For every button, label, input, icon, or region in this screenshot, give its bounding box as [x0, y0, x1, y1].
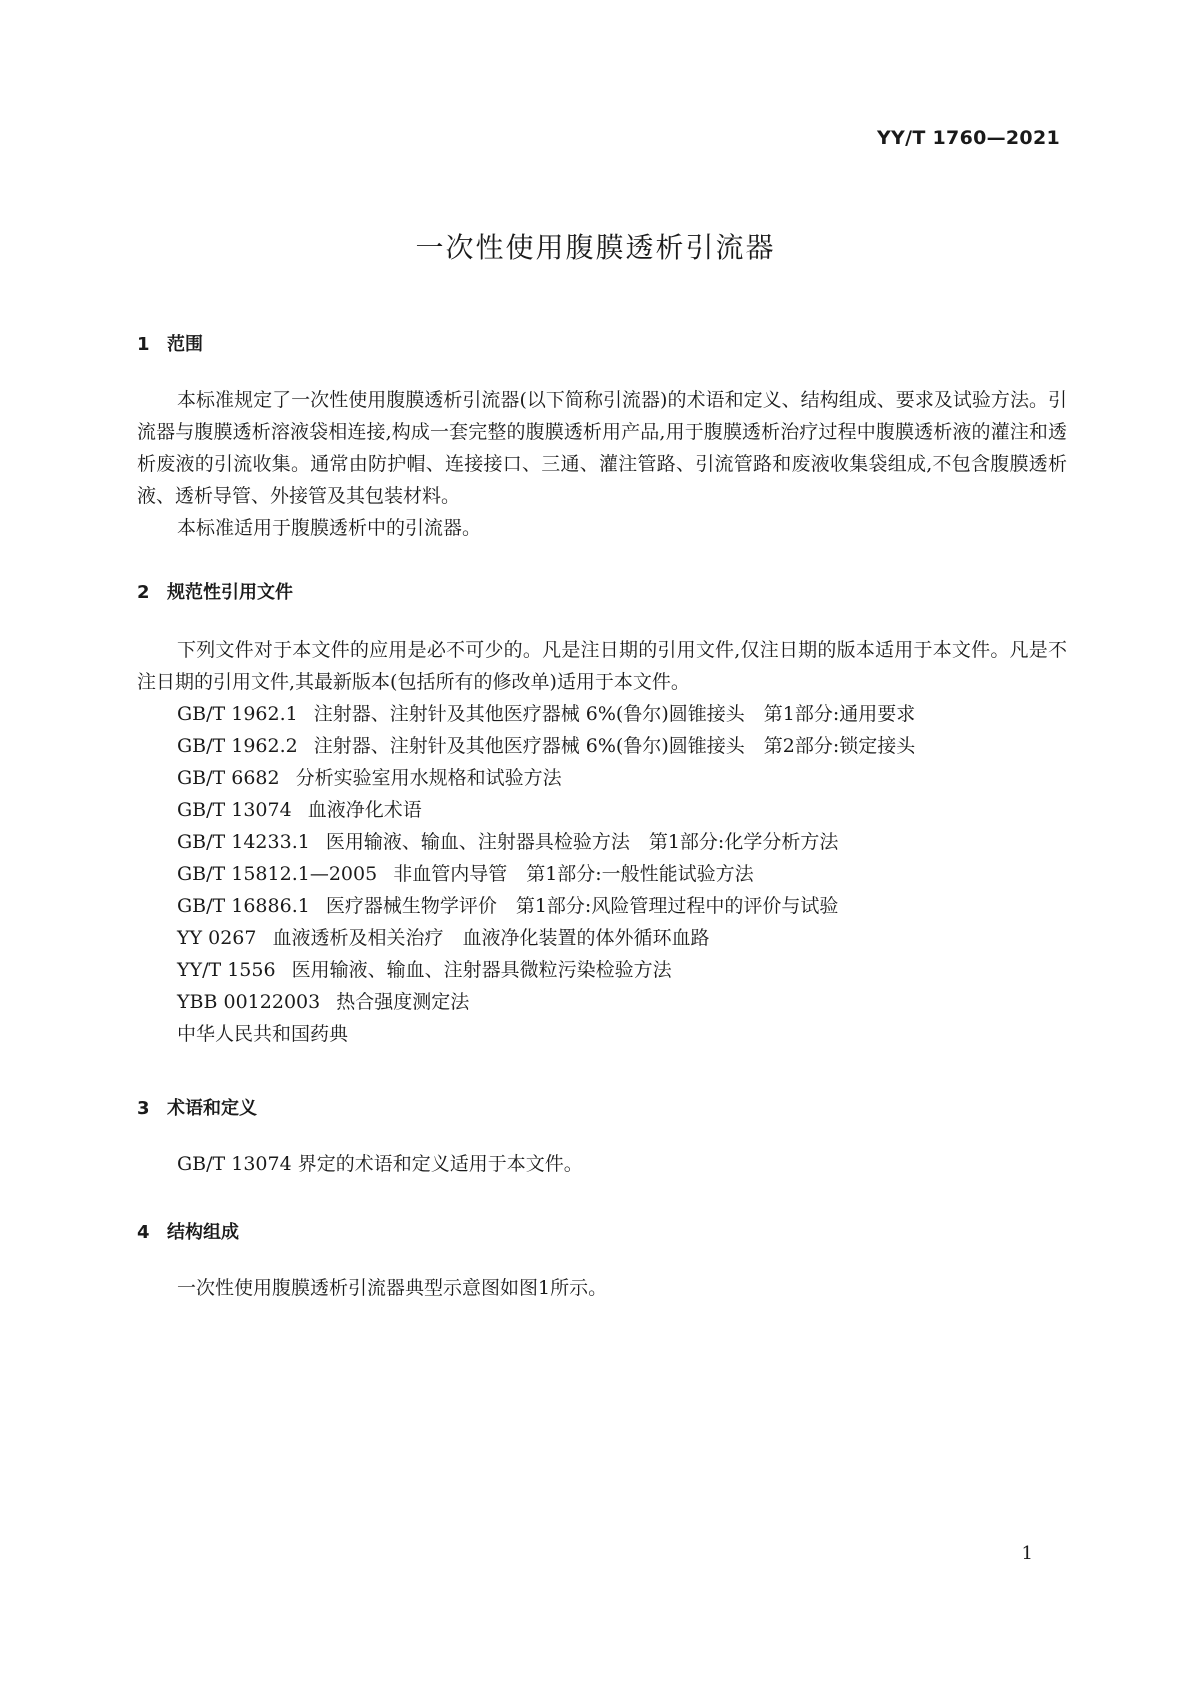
normative-references-list: [177, 698, 915, 1050]
section-heading-4: [137, 1218, 239, 1244]
reference-code: GB/T 16886.1: [177, 895, 310, 917]
reference-code: 中华人民共和国药典: [177, 1023, 349, 1045]
section-number: 4: [137, 1222, 150, 1243]
reference-item: [177, 794, 915, 826]
reference-code: YY/T 1556: [177, 959, 276, 981]
reference-item: [177, 922, 915, 954]
reference-code: GB/T 15812.1—2005: [177, 863, 378, 885]
section-1-paragraph-1: 本标准规定了一次性使用腹膜透析引流器(以下简称引流器)的术语和定义、结构组成、要求及试验方法。引流器与腹膜透析溶液袋相连接,构成一套完整的腹膜透析用产品,用于腹膜透析治疗过程中腹膜透析液的灌注和透析废液的引流收集。通常由防护帽、连接接口、三通、灌注管路、引流管路和废液收集袋组成,不包含腹膜透析液、透析导管、外接管及其包装材料。: [137, 389, 1067, 507]
reference-title: 医用输液、输血、注射器具检验方法 第1部分:化学分析方法: [325, 831, 839, 853]
reference-code: GB/T 1962.1: [177, 703, 298, 725]
reference-code: GB/T 14233.1: [177, 831, 310, 853]
reference-item: [177, 986, 915, 1018]
reference-item: [177, 1018, 915, 1050]
reference-code: YY 0267: [177, 927, 257, 949]
reference-item: [177, 698, 915, 730]
section-title: 术语和定义: [167, 1098, 257, 1119]
reference-code: GB/T 1962.2: [177, 735, 298, 757]
reference-item: [177, 826, 915, 858]
reference-code: GB/T 13074: [177, 799, 292, 821]
section-3-paragraph-1: GB/T 13074 界定的术语和定义适用于本文件。: [177, 1153, 583, 1175]
section-number: 2: [137, 582, 150, 603]
reference-title: 热合强度测定法: [336, 991, 470, 1013]
document-title: 一次性使用腹膜透析引流器: [415, 231, 776, 264]
section-title: 范围: [167, 334, 203, 355]
standard-number: YY/T 1760—2021: [877, 127, 1060, 149]
section-1-paragraph-2: 本标准适用于腹膜透析中的引流器。: [177, 517, 482, 539]
reference-item: [177, 858, 915, 890]
reference-title: 注射器、注射针及其他医疗器械 6%(鲁尔)圆锥接头 第1部分:通用要求: [313, 703, 916, 725]
reference-title: 血液透析及相关治疗 血液净化装置的体外循环血路: [272, 927, 710, 949]
section-heading-3: [137, 1094, 257, 1120]
reference-title: 非血管内导管 第1部分:一般性能试验方法: [393, 863, 754, 885]
reference-item: [177, 730, 915, 762]
section-4-paragraph-1: 一次性使用腹膜透析引流器典型示意图如图1所示。: [177, 1277, 608, 1299]
reference-code: YBB 00122003: [177, 991, 321, 1013]
reference-code: GB/T 6682: [177, 767, 280, 789]
reference-item: [177, 890, 915, 922]
section-number: 1: [137, 334, 150, 355]
section-number: 3: [137, 1098, 150, 1119]
reference-item: [177, 954, 915, 986]
section-heading-1: [137, 330, 203, 356]
reference-title: 医疗器械生物学评价 第1部分:风险管理过程中的评价与试验: [325, 895, 839, 917]
section-title: 结构组成: [167, 1222, 239, 1243]
reference-title: 医用输液、输血、注射器具微粒污染检验方法: [291, 959, 672, 981]
reference-title: 血液净化术语: [307, 799, 422, 821]
page-number: 1: [1021, 1543, 1033, 1564]
section-2-paragraph-1: 下列文件对于本文件的应用是必不可少的。凡是注日期的引用文件,仅注日期的版本适用于本文件。凡是不注日期的引用文件,其最新版本(包括所有的修改单)适用于本文件。: [137, 639, 1067, 693]
section-title: 规范性引用文件: [167, 582, 293, 603]
reference-title: 分析实验室用水规格和试验方法: [295, 767, 562, 789]
section-heading-2: [137, 578, 293, 604]
reference-item: [177, 762, 915, 794]
reference-title: 注射器、注射针及其他医疗器械 6%(鲁尔)圆锥接头 第2部分:锁定接头: [313, 735, 916, 757]
